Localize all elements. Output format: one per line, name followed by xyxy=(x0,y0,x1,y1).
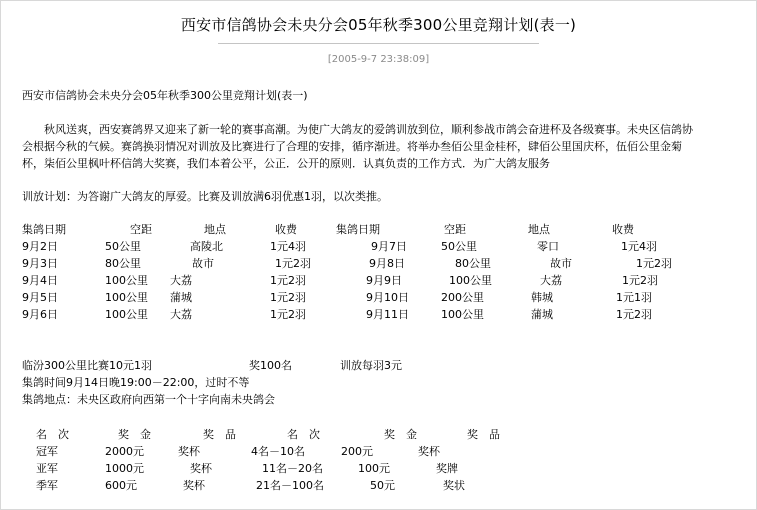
schedule-cell: 1元2羽 xyxy=(270,274,306,287)
schedule-cell: 50公里 xyxy=(105,240,141,253)
prize-cell: 亚军 xyxy=(36,462,58,475)
schedule-cell: 9月5日 xyxy=(22,291,58,304)
schedule-cell: 1元4羽 xyxy=(621,240,657,253)
schedule-header: 收费 xyxy=(275,223,297,236)
schedule-cell: 9月4日 xyxy=(22,274,58,287)
prize-cell: 奖杯 xyxy=(418,445,440,458)
race-fee: 临汾300公里比赛10元1羽 xyxy=(22,359,152,372)
collect-place: 集鸽地点：未央区政府向西第一个十字向南未央鸽会 xyxy=(22,393,275,406)
schedule-cell: 100公里 xyxy=(441,308,484,321)
schedule-cell: 1元2羽 xyxy=(270,308,306,321)
prize-header: 奖 金 xyxy=(118,428,151,441)
prize-header: 奖 金 xyxy=(384,428,417,441)
prize-cell: 2000元 xyxy=(105,445,144,458)
intro-line-3: 杯，柒佰公里枫叶杯信鸽大奖赛，我们本着公平，公正．公开的原则．认真负责的工作方式．为广大鸽友服务 xyxy=(22,157,550,170)
schedule-header: 地点 xyxy=(528,223,550,236)
prize-header: 奖 品 xyxy=(467,428,500,441)
schedule-cell: 故市 xyxy=(192,257,214,270)
schedule-cell: 蒲城 xyxy=(531,308,553,321)
prize-cell: 奖杯 xyxy=(190,462,212,475)
schedule-cell: 50公里 xyxy=(441,240,477,253)
schedule-cell: 9月11日 xyxy=(366,308,409,321)
schedule-cell: 高陵北 xyxy=(190,240,223,253)
prize-cell: 1000元 xyxy=(105,462,144,475)
race-prize-count: 奖100名 xyxy=(249,359,292,372)
schedule-cell: 80公里 xyxy=(455,257,491,270)
prize-cell: 21名－100名 xyxy=(256,479,324,492)
schedule-cell: 1元1羽 xyxy=(616,291,652,304)
prize-cell: 季军 xyxy=(36,479,58,492)
schedule-cell: 100公里 xyxy=(105,308,148,321)
schedule-cell: 大荔 xyxy=(170,274,192,287)
prize-header: 名 次 xyxy=(287,428,320,441)
prize-cell: 200元 xyxy=(341,445,373,458)
schedule-cell: 100公里 xyxy=(105,274,148,287)
schedule-cell: 100公里 xyxy=(105,291,148,304)
schedule-header: 集鸽日期 xyxy=(336,223,380,236)
schedule-cell: 1元4羽 xyxy=(270,240,306,253)
prize-cell: 11名－20名 xyxy=(262,462,323,475)
intro-line-1: 秋风送爽，西安赛鸽界又迎来了新一轮的赛事高潮。为使广大鸽友的爱鸽训放到位，顺利参战市鸽会奋进杯及各级赛事。未央区信鸽协 xyxy=(44,123,693,136)
intro-line-2: 会根据今秋的气候。赛鸽换羽情况对训放及比赛进行了合理的安排，循序渐进。将举办叁佰公里金桂杯，肆佰公里国庆杯，伍佰公里金菊 xyxy=(22,140,682,153)
schedule-cell: 故市 xyxy=(550,257,572,270)
prize-cell: 600元 xyxy=(105,479,137,492)
schedule-header: 地点 xyxy=(204,223,226,236)
prize-header: 名 次 xyxy=(36,428,69,441)
schedule-cell: 200公里 xyxy=(441,291,484,304)
schedule-cell: 零口 xyxy=(537,240,559,253)
prize-header: 奖 品 xyxy=(203,428,236,441)
schedule-cell: 1元2羽 xyxy=(270,291,306,304)
schedule-header: 空距 xyxy=(444,223,466,236)
schedule-cell: 1元2羽 xyxy=(622,274,658,287)
prize-cell: 4名－10名 xyxy=(251,445,305,458)
title-divider xyxy=(218,43,539,44)
schedule-cell: 韩城 xyxy=(531,291,553,304)
schedule-cell: 9月2日 xyxy=(22,240,58,253)
schedule-header: 集鸽日期 xyxy=(22,223,66,236)
prize-cell: 奖杯 xyxy=(183,479,205,492)
schedule-cell: 80公里 xyxy=(105,257,141,270)
schedule-cell: 9月8日 xyxy=(369,257,405,270)
prize-cell: 奖杯 xyxy=(178,445,200,458)
schedule-cell: 9月6日 xyxy=(22,308,58,321)
schedule-cell: 9月10日 xyxy=(366,291,409,304)
schedule-cell: 9月9日 xyxy=(366,274,402,287)
schedule-cell: 1元2羽 xyxy=(275,257,311,270)
schedule-cell: 1元2羽 xyxy=(636,257,672,270)
schedule-cell: 9月7日 xyxy=(371,240,407,253)
training-plan: 训放计划：为答谢广大鸽友的厚爱。比赛及训放满6羽优惠1羽，以次类推。 xyxy=(22,190,388,203)
race-training-fee: 训放每羽3元 xyxy=(340,359,402,372)
schedule-cell: 100公里 xyxy=(449,274,492,287)
prize-cell: 奖状 xyxy=(443,479,465,492)
schedule-cell: 蒲城 xyxy=(170,291,192,304)
schedule-cell: 大荔 xyxy=(540,274,562,287)
collect-time: 集鸽时间9月14日晚19:00－22:00，过时不等 xyxy=(22,376,250,389)
article-title: 西安市信鸽协会未央分会05年秋季300公里竞翔计划(表一) xyxy=(180,16,577,34)
schedule-cell: 9月3日 xyxy=(22,257,58,270)
article-subtitle: 西安市信鸽协会未央分会05年秋季300公里竞翔计划(表一) xyxy=(22,89,308,102)
schedule-header: 收费 xyxy=(612,223,634,236)
publish-date: [2005-9-7 23:38:09] xyxy=(327,54,430,65)
prize-cell: 50元 xyxy=(370,479,395,492)
schedule-header: 空距 xyxy=(130,223,152,236)
prize-cell: 奖牌 xyxy=(436,462,458,475)
schedule-cell: 1元2羽 xyxy=(616,308,652,321)
prize-cell: 冠军 xyxy=(36,445,58,458)
schedule-cell: 大荔 xyxy=(170,308,192,321)
prize-cell: 100元 xyxy=(358,462,390,475)
